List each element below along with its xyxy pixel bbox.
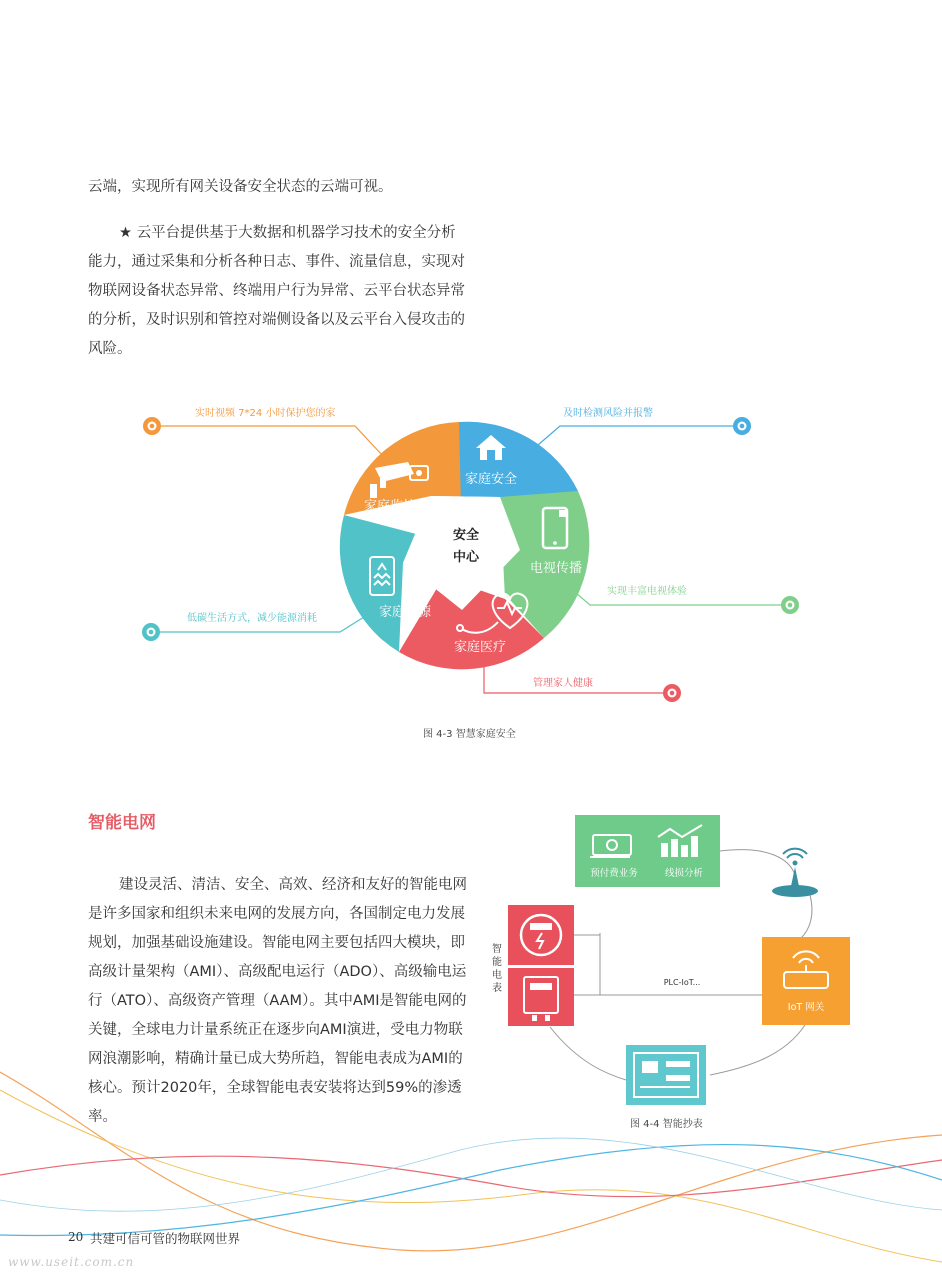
loss-label: 线损分析 <box>664 868 704 879</box>
iot-gateway-box <box>762 937 850 1025</box>
meter-label: 智 能 电 表 <box>492 944 502 994</box>
label-monitor: 家庭监控 <box>363 499 417 514</box>
center-label-1: 安全 <box>452 528 480 543</box>
callout-end-tv <box>781 596 799 614</box>
plc-label: PLC-IoT... <box>663 978 701 987</box>
section-title: 智能电网 <box>88 813 156 833</box>
callout-end-safety <box>733 417 751 435</box>
smart-meter-reading-diagram <box>490 805 910 1135</box>
label-tv: 电视传播 <box>529 561 583 576</box>
figure-4-4-caption: 图 4-4 智能抄表 <box>630 1119 703 1130</box>
prepay-label: 预付费业务 <box>590 868 638 879</box>
figure-4-3-caption: 图 4-3 智慧家庭安全 <box>423 729 516 740</box>
center-label-2: 中心 <box>452 550 480 565</box>
callout-end-monitor <box>143 417 161 435</box>
circuit-board-icon <box>626 1045 706 1105</box>
signal-tower-icon <box>772 849 818 897</box>
label-home-safety: 家庭安全 <box>464 472 518 487</box>
cloud-paragraph: ★ 云平台提供基于大数据和机器学习技术的安全分析能力，通过采集和分析各种日志、事件、流量信息，实现对物联网设备状态异常、终端用户行为异常、云平台状态异常的分析，及时识别和管控对端侧设备以及云平台入侵攻击的风险。 <box>88 225 465 357</box>
watermark: www.useit.com.cn <box>8 1255 135 1269</box>
meter-label-char: 智 <box>492 944 502 955</box>
intro-line: 云端，实现所有网关设备安全状态的云端可视。 <box>88 179 393 195</box>
book-title: 共建可信可管的物联网世界 <box>90 1231 241 1246</box>
label-medical: 家庭医疗 <box>453 640 507 655</box>
callout-end-energy <box>142 623 160 641</box>
callout-energy: 低碳生活方式，减少能源消耗 <box>187 613 317 624</box>
gateway-label: IoT 网关 <box>787 1002 825 1013</box>
callout-safety: 及时检测风险并报警 <box>563 408 653 419</box>
page-number: 20 <box>68 1230 84 1244</box>
smart-meter-bottom <box>508 968 574 1026</box>
data-services-box <box>575 815 720 887</box>
smart-meter-top <box>508 905 574 965</box>
smart-grid-paragraph: 建设灵活、清洁、安全、高效、经济和友好的智能电网是许多国家和组织未来电网的发展方向，各国制定电力发展规划，加强基础设施建设。智能电网主要包括四大模块，即高级计量架构（AMI）、高级配电运行（ADO）、高级输电运行（ATO）、高级资产管理（AAM）。其中AMI是智能电网的关键，全球电力计量系统正在逐步向AMI演进，受电力物联网浪潮影响，精确计量已成大势所趋，智能电表成为AMI的核心。预计2020年，全球智能电表安装将达到59%的渗透率。 <box>88 877 467 1125</box>
callout-tv: 实现丰富电视体验 <box>607 586 687 597</box>
callout-monitor: 实时视频 7*24 小时保护您的家 <box>195 408 336 419</box>
smart-home-security-diagram <box>0 400 942 730</box>
callout-medical: 管理家人健康 <box>533 678 593 689</box>
callout-end-medical <box>663 684 681 702</box>
label-energy: 家庭能源 <box>378 605 432 620</box>
